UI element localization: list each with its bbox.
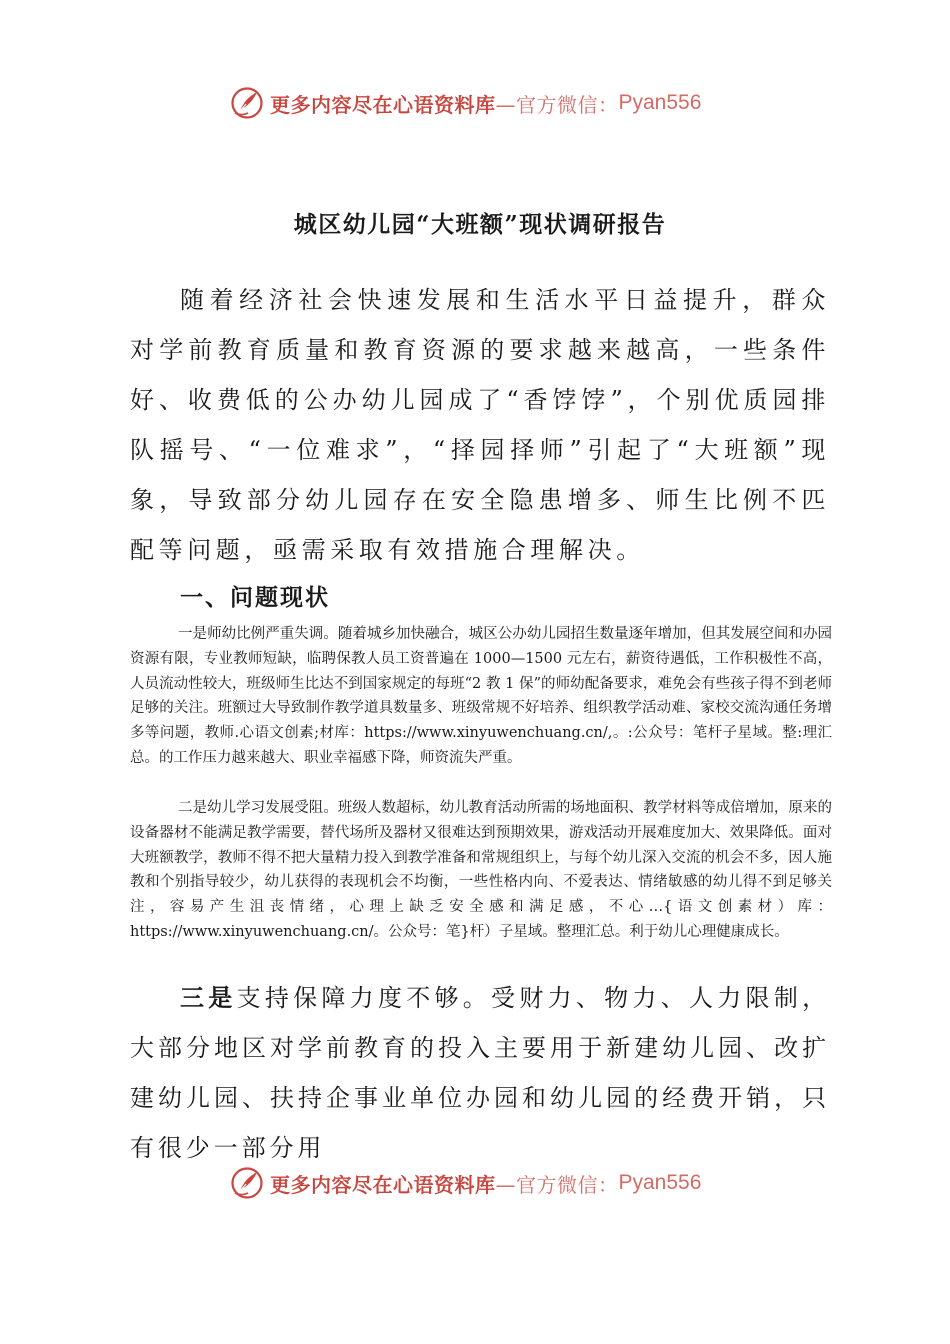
- banner-sub-text: —官方微信：: [495, 1172, 619, 1197]
- document-title: 城区幼儿园“大班额”现状调研报告: [293, 211, 667, 238]
- section-heading: 一、问题现状: [180, 584, 330, 611]
- quill-logo-icon: [230, 1166, 264, 1200]
- point-one-paragraph: 一是师幼比例严重失调。随着城乡加快融合，城区公办幼儿园招生数量逐年增加，但其发展空间和办园资源有限，专业教师短缺，临聘保教人员工资普遍在 1000—1500 元左右，薪资待遇低，工作积极性不高，人员流动性较大，班级师生比达不到国家规定的每班“2 教 1 保”的师幼配备要求，难免会有些孩子得不到老师足够的关注。班额过大导致制作教学道具数量多、班级常规不好培养、组织教学活动难、家校交流沟通任务增多等问题，教师.心语文创素;材库：https://www.xinyuwenchuang.cn/,。:公众号：笔杆子星域。整:理汇总。的工作压力越来越大、职业幸福感下降，师资流失严重。: [130, 626, 832, 766]
- intro-paragraph: 随着经济社会快速发展和生活水平日益提升，群众对学前教育质量和教育资源的要求越来越高，一些条件好、收费低的公办幼儿园成了“香饽饽”，个别优质园排队摇号、“一位难求”，“择园择师”引起了“大班额”现象，导致部分幼儿园存在安全隐患增多、师生比例不匹配等问题，亟需采取有效措施合理解决。: [130, 286, 830, 564]
- quill-logo-icon: [230, 86, 264, 120]
- banner-handle: Pyan556: [618, 91, 702, 114]
- header-watermark: [230, 83, 750, 123]
- point-two-paragraph: 二是幼儿学习发展受阻。班级人数超标，幼儿教育活动所需的场地面积、教学材料等成倍增加，原来的设备器材不能满足教学需要，替代场所及器材又很难达到预期效果，游戏活动开展难度加大、效果降低。面对大班额教学，教师不得不把大量精力投入到教学准备和常规组织上，与每个幼儿深入交流的机会不多，因人施教和个别指导较少，幼儿获得的表现机会不均衡，一些性格内向、不爱表达、情绪敏感的幼儿得不到足够关注，容易产生沮丧情绪，心理上缺乏安全感和满足感，不心…{语文创素材）库：https://www.xinyuwenchuang.cn/。公众号：笔}杆）子星域。整理汇总。利于幼儿心理健康成长。: [130, 800, 832, 940]
- point-three-lead: 三是: [180, 983, 237, 1012]
- banner-handle: Pyan556: [618, 1171, 702, 1194]
- banner-sub-text: —官方微信：: [495, 92, 619, 117]
- point-three-body: 支持保障力度不够。受财力、物力、人力限制，大部分地区对学前教育的投入主要用于新建幼儿园、改扩建幼儿园、扶持企事业单位办园和幼儿园的经费开销，只有很少一部分用: [130, 984, 830, 1162]
- point-three-paragraph: [130, 973, 830, 1173]
- banner-main-text: 更多内容尽在心语资料库: [270, 92, 496, 117]
- banner-main-text: 更多内容尽在心语资料库: [270, 1172, 496, 1197]
- footer-watermark: [230, 1163, 750, 1203]
